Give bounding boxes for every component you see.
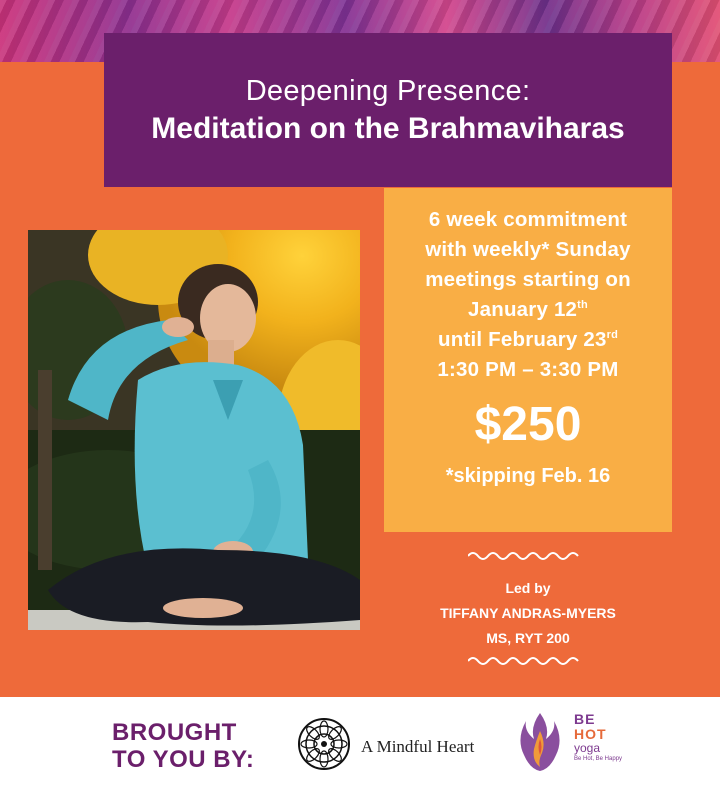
time-range: 1:30 PM – 3:30 PM xyxy=(437,358,619,381)
wave-divider-top xyxy=(468,550,582,562)
leader-info xyxy=(384,576,672,651)
sponsor-footer xyxy=(0,697,720,797)
title-line-1: Deepening Presence: xyxy=(245,74,531,107)
flame-logo-icon xyxy=(516,709,564,779)
start-date: January 12th xyxy=(468,298,588,321)
brought-to-you-label: BROUGHT TO YOU BY: xyxy=(112,719,255,773)
instructor-photo xyxy=(28,230,360,630)
skip-note: *skipping Feb. 16 xyxy=(445,465,611,487)
end-date: until February 23rd xyxy=(438,328,618,351)
weekly-text: with weekly* Sunday xyxy=(425,238,631,261)
mandala-logo-icon xyxy=(297,717,351,771)
sponsor-be-hot-yoga: BE HOT yoga Be Hot, Be Happy xyxy=(574,711,623,762)
sponsor-mindful-heart: A Mindful Heart xyxy=(361,737,475,756)
title-banner xyxy=(104,33,672,187)
leader-name: TIFFANY ANDRAS-MYERS xyxy=(440,605,616,621)
wave-divider-bottom xyxy=(468,655,582,667)
meetings-text: meetings starting on xyxy=(425,268,631,291)
price: $250 xyxy=(474,398,582,451)
leader-credentials: MS, RYT 200 xyxy=(486,630,570,646)
commitment-text: 6 week commitment xyxy=(428,208,628,231)
led-by-label: Led by xyxy=(505,580,551,596)
schedule-box xyxy=(384,188,672,532)
title-line-2: Meditation on the Brahmaviharas xyxy=(151,111,625,145)
